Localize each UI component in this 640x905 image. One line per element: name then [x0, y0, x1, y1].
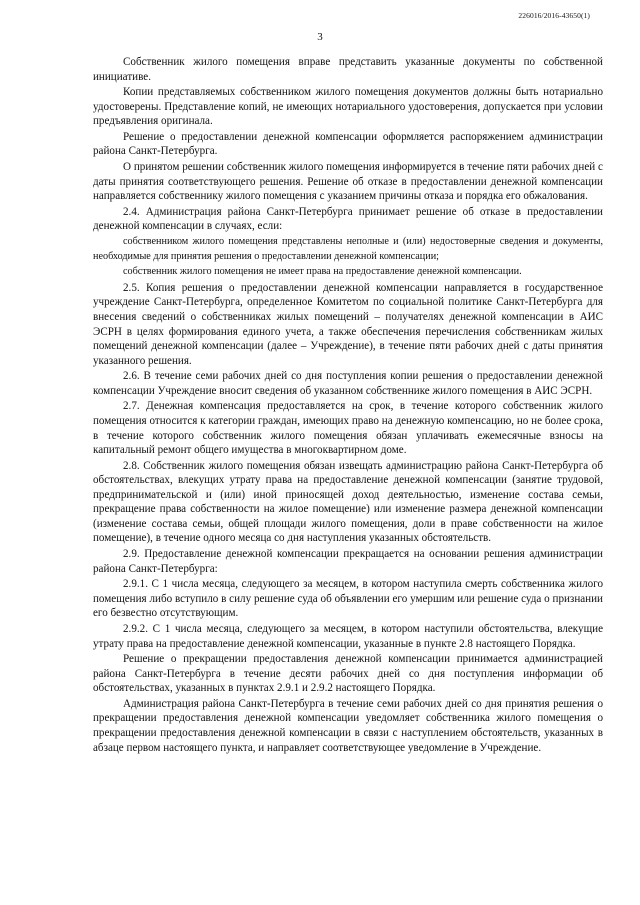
paragraph: 2.9. Предоставление денежной компенсации прекращается на основании решения администрации района Санкт-Петербурга:: [93, 548, 603, 575]
document-id: 226016/2016-43650(1): [518, 11, 590, 20]
page-number: 3: [317, 31, 323, 43]
paragraph: 2.5. Копия решения о предоставлении денежной компенсации направляется в государственное учреждение Санкт-Петербурга, определенное Комитетом по социальной политике Санкт-Петербурга для внесения сведений о собственниках жилых помещений – получателях денежной компенсации в АИС ЭСРН в целях формирования единого учета, а также обеспечения перечисления собственникам жилых помещений денежной компенсации (далее – Учреждение), в течение пяти рабочих дней с даты принятия указанного решения.: [93, 281, 603, 367]
paragraph: собственник жилого помещения не имеет права на предоставление денежной компенсации.: [123, 266, 522, 278]
paragraph: 2.7. Денежная компенсация предоставляется на срок, в течение которого собственник жилого помещения относится к категории граждан, имеющих право на денежную компенсацию, но не более срока, в течение которого собственник жилого помещения обязан уплачивать ежемесячные взносы на капитальный ремонт общего имущества в многоквартирном доме.: [93, 400, 603, 457]
document-body: [93, 55, 603, 756]
paragraph: 2.6. В течение семи рабочих дней со дня поступления копии решения о предоставлении денежной компенсации Учреждение вносит сведения об указанном собственнике жилого помещения в АИС ЭСРН.: [93, 370, 603, 397]
paragraph: О принятом решении собственник жилого помещения информируется в течение пяти рабочих дней с даты принятия соответствующего решения. Решение об отказе в предоставлении денежной компенсации направляется собственнику жилого помещения с указанием причины отказа и порядка его обжалования.: [93, 161, 603, 203]
paragraph: 2.4. Администрация района Санкт-Петербурга принимает решение об отказе в предоставлении денежной компенсации в случаях, если:: [93, 205, 603, 233]
paragraph: 2.9.1. С 1 числа месяца, следующего за месяцем, в котором наступила смерть собственника жилого помещения либо вступило в силу решение суда об объявлении его умершим или решение суда о признании его безвестно отсутствующим.: [93, 578, 603, 620]
paragraph: 2.8. Собственник жилого помещения обязан извещать администрацию района Санкт-Петербурга об обстоятельствах, влекущих утрату права на предоставление денежной компенсации (занятие трудовой, предпринимательской и (или) иной приносящей доход деятельностью, изменение состава семьи, прекращение права собственности на жилое помещение) или изменение размера денежной компенсации (изменение состава семьи, общей площади жилого помещения, доли в праве собственности на жилое помещение), в течение одного месяца со дня наступления указанных обстоятельств.: [93, 459, 603, 545]
paragraph: Решение о прекращении предоставления денежной компенсации принимается администрацией района Санкт-Петербурга в течение десяти рабочих дней со дня поступления информации об обстоятельствах, указанных в пунктах 2.9.1 и 2.9.2 настоящего Порядка.: [93, 653, 603, 695]
paragraph: Собственник жилого помещения вправе представить указанные документы по собственной инициативе.: [93, 56, 603, 83]
paragraph: Копии представляемых собственником жилого помещения документов должны быть нотариально удостоверены. Представление копий, не имеющих нотариального удостоверения, допускается при условии предъявления оригинала.: [93, 86, 603, 128]
paragraph: 2.9.2. С 1 числа месяца, следующего за месяцем, в котором наступили обстоятельства, влекущие утрату права на предоставление денежной компенсации, указанные в пункте 2.8 настоящего Порядка.: [93, 623, 603, 650]
paragraph: Администрация района Санкт-Петербурга в течение семи рабочих дней со дня принятия решения о прекращении предоставления денежной компенсации уведомляет собственника жилого помещения о прекращении предоставления денежной компенсации в связи с наступлением обстоятельств, указанных в абзаце первом настоящего пункта, и направляет соответствующее уведомление в Учреждение.: [93, 697, 603, 754]
paragraph: Решение о предоставлении денежной компенсации оформляется распоряжением администрации района Санкт-Петербурга.: [93, 130, 603, 158]
paragraph: собственником жилого помещения представлены неполные и (или) недостоверные сведения и документы, необходимые для принятия решения о предоставлении денежной компенсации;: [93, 236, 603, 262]
